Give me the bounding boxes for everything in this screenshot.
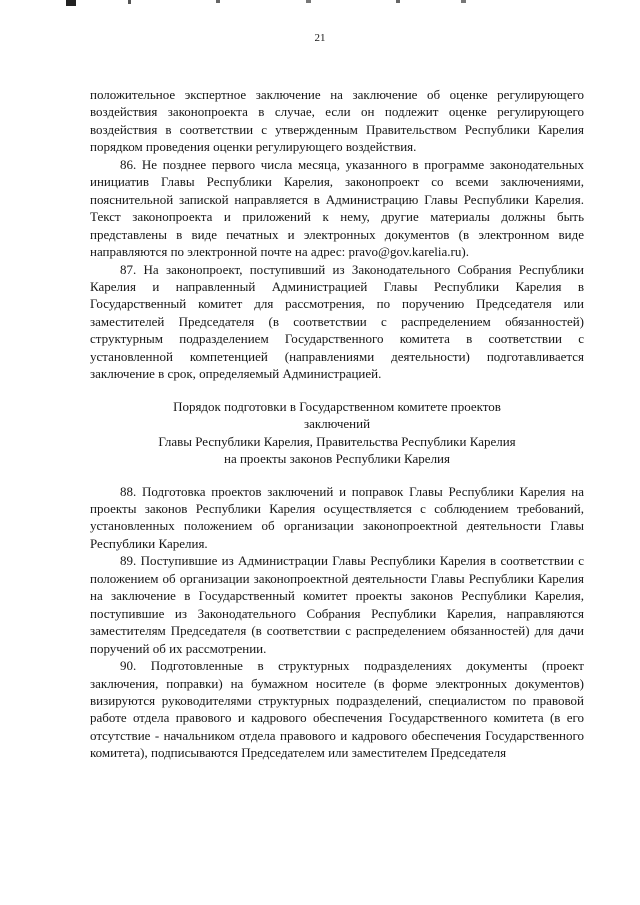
page-number: 21 [314, 32, 326, 44]
paragraph-88: 88. Подготовка проектов заключений и поправок Главы Республики Карелия на проекты законов Республики Карелия осуществляется с соблюдением требований, установленных положением об организации законопроектной деятельности Главы Республики Карелия. [90, 483, 584, 551]
paragraph-90: 90. Подготовленные в структурных подразделениях документы (проект заключения, поправки) на бумажном носителе (в форме электронных документов) визируются руководителями структурных подразделений, специалистом по правовой работе отдела правового и кадрового обеспечения Государственного комитета (в его отсутствие - начальником отдела правового и кадрового обеспечения Государственного комитета), подписываются Председателем или заместителем Председателя [90, 658, 584, 761]
document-body [90, 86, 584, 762]
section-heading-line-1: Порядок подготовки в Государственном комитете проектов [173, 398, 501, 414]
section-heading-line-2: заключений [303, 416, 371, 432]
paragraph-86: 86. Не позднее первого числа месяца, указанного в программе законодательных инициатив Главы Республики Карелия, законопроект со всеми заключениями, пояснительной запиской направляется в Администрацию Главы Республики Карелия. Текст законопроекта и приложений к нему, другие материалы должны быть представлены в виде печатных и электронных документов (в электронном виде направляются по электронной почте на адрес: pravo@gov.karelia.ru). [90, 156, 584, 260]
section-heading-line-4: на проекты законов Республики Карелия [223, 451, 450, 467]
paragraph-87: 87. На законопроект, поступивший из Законодательного Собрания Республики Карелия и направленный Администрацией Главы Республики Карелия в Государственный комитет для рассмотрения, по поручению Председателя или заместителей Председателя (в соответствии с распределением обязанностей) структурным подразделением Государственного комитета в соответствии с установленной компетенцией (направлениями деятельности) подготавливается заключение в срок, определяемый Администрацией. [90, 261, 584, 382]
section-heading [90, 398, 584, 468]
scan-artifact-top [66, 0, 486, 7]
paragraph-continuation: положительное экспертное заключение на заключение об оценке регулирующего воздействия законопроекта в случае, если он подлежит оценке регулирующего воздействия в соответствии с утвержденным Правительством Республики Карелия порядком проведения оценки регулирующего воздействия. [90, 87, 584, 155]
section-heading-line-3: Главы Республики Карелия, Правительства Республики Карелия [158, 433, 516, 449]
paragraph-89: 89. Поступившие из Администрации Главы Республики Карелия в соответствии с положением об организации законопроектной деятельности Главы Республики Карелия на заключение в Государственный комитет проекты законов Республики Карелия, поступившие из Законодательного Собрания Республики Карелия, направляются заместителям Председателя (в соответствии с распределением обязанностей) для дачи поручений об их рассмотрении. [90, 553, 584, 656]
